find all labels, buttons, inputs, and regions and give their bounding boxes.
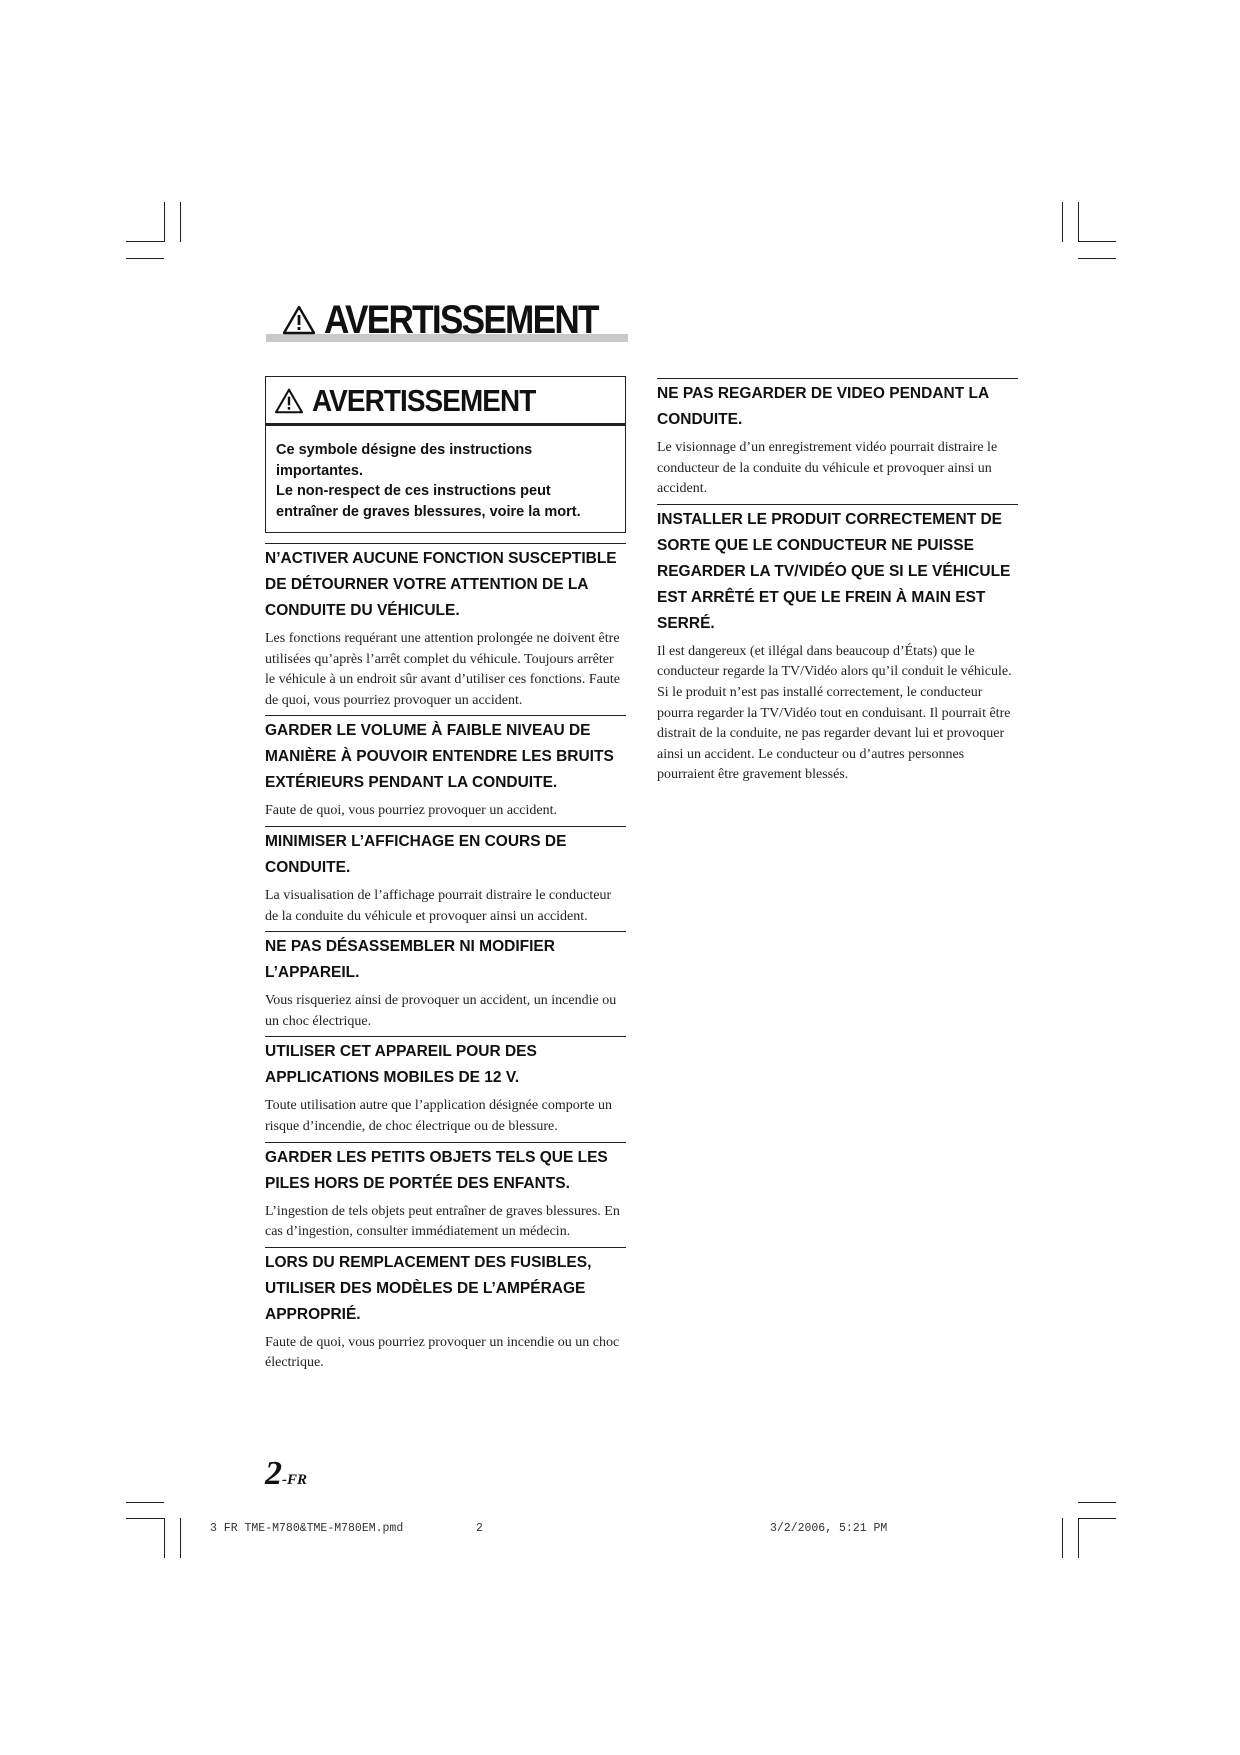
page-number-digit: 2 [265,1455,282,1492]
crop-mark [126,1502,164,1503]
warning-section [265,826,626,927]
crop-mark [180,202,181,242]
section-heading: NE PAS DÉSASSEMBLER NI MODIFIER L’APPAREIL. [265,938,555,982]
crop-mark [1078,258,1116,259]
warning-section [657,378,1018,500]
section-body: L’ingestion de tels objets peut entraîner de graves blessures. En cas d’ingestion, consulter immédiatement un médecin. [265,1203,620,1240]
section-body: Le visionnage d’un enregistrement vidéo pourrait distraire le conducteur de la conduite du véhicule et provoquer ainsi un accident. [657,440,998,497]
page-title-text: AVERTISSEMENT [324,298,598,342]
crop-mark [126,258,164,259]
section-heading: MINIMISER L’AFFICHAGE EN COURS DE CONDUITE. [265,832,567,876]
crop-mark [1078,202,1079,242]
footer-filename: 3 FR TME-M780&TME-M780EM.pmd [210,1522,404,1535]
warning-box-header [266,377,625,426]
crop-mark [1062,1518,1063,1558]
page-number [265,1455,307,1493]
warning-box-body [266,426,625,532]
section-heading: GARDER LES PETITS OBJETS TELS QUE LES PILES HORS DE PORTÉE DES ENFANTS. [265,1148,608,1192]
section-body: Faute de quoi, vous pourriez provoquer un incendie ou un choc électrique. [265,1334,620,1371]
warning-section [265,1036,626,1137]
section-body: La visualisation de l’affichage pourrait distraire le conducteur de la conduite du véhicule et provoquer ainsi un accident. [265,887,612,924]
crop-mark [1062,202,1063,242]
section-heading: N’ACTIVER AUCUNE FONCTION SUSCEPTIBLE DE DÉTOURNER VOTRE ATTENTION DE LA CONDUITE DU VÉHICULE. [265,550,617,619]
warning-section [265,1247,626,1374]
crop-mark [1078,1518,1079,1558]
footer-page: 2 [476,1522,483,1535]
section-body: Les fonctions requérant une attention prolongée ne doivent être utilisées qu’après l’arrêt complet du véhicule. Toujours arrêter le véhicule à un endroit sûr avant d’utiliser ces fonctions. Faute de quoi, vous pourriez provoquer un accident. [265,631,620,708]
section-heading: NE PAS REGARDER DE VIDEO PENDANT LA CONDUITE. [657,385,989,428]
crop-mark [1078,1502,1116,1503]
section-heading: GARDER LE VOLUME À FAIBLE NIVEAU DE MANIÈRE À POUVOIR ENTENDRE LES BRUITS EXTÉRIEURS PENDANT LA CONDUITE. [265,722,614,792]
warning-box-line: Le non-respect de ces instructions peut [276,483,551,499]
warning-section [265,1142,626,1243]
left-column [265,376,626,1378]
section-body: Il est dangereux (et illégal dans beaucoup d’États) que le conducteur regarde la TV/Vidéo alors qu’il conduit le véhicule. Si le produit n’est pas installé correctement, le conducteur pourra regarder la TV/Vidéo tout en conduisant. Il pourrait être distrait de la conduite, ne pas regarder devant lui et provoquer ainsi un accident. Le conducteur ou d’autres personnes pourraient être gravement blessés. [657,643,1012,783]
crop-mark [126,241,164,242]
crop-mark [180,1518,181,1558]
right-column [657,376,1018,790]
warning-section [265,715,626,822]
section-body: Toute utilisation autre que l’application désignée comporte un risque d’incendie, de choc électrique ou de blessure. [265,1098,612,1134]
section-heading: LORS DU REMPLACEMENT DES FUSIBLES, UTILISER DES MODÈLES DE L’AMPÉRAGE APPROPRIÉ. [265,1253,592,1323]
crop-mark [164,202,165,242]
warning-box-line: importantes. [276,462,364,479]
page-title [266,300,628,342]
section-body: Vous risqueriez ainsi de provoquer un accident, un incendie ou un choc électrique. [265,993,617,1029]
warning-section [657,504,1018,786]
crop-mark [1078,241,1116,242]
warning-box-line: Ce symbole désigne des instructions [276,442,533,458]
crop-mark [164,1518,165,1558]
section-body: Faute de quoi, vous pourriez provoquer un accident. [265,803,557,819]
warning-triangle-icon [274,388,304,414]
footer-datetime: 3/2/2006, 5:21 PM [770,1522,888,1535]
crop-mark [126,1518,164,1519]
warning-box-title: AVERTISSEMENT [312,383,536,418]
section-heading: UTILISER CET APPAREIL POUR DES APPLICATIONS MOBILES DE 12 V. [265,1043,537,1087]
warning-box [265,376,626,533]
crop-mark [1078,1518,1116,1519]
warning-section [265,543,626,711]
warning-box-line: entraîner de graves blessures, voire la mort. [276,503,581,520]
warning-triangle-icon [282,305,316,335]
section-heading: INSTALLER LE PRODUIT CORRECTEMENT DE SORTE QUE LE CONDUCTEUR NE PUISSE REGARDER LA TV/VIDÉO QUE SI LE VÉHICULE EST ARRÊTÉ ET QUE LE FREIN À MAIN EST SERRÉ. [657,510,1011,632]
page-number-suffix: -FR [282,1472,308,1488]
warning-section [265,931,626,1032]
